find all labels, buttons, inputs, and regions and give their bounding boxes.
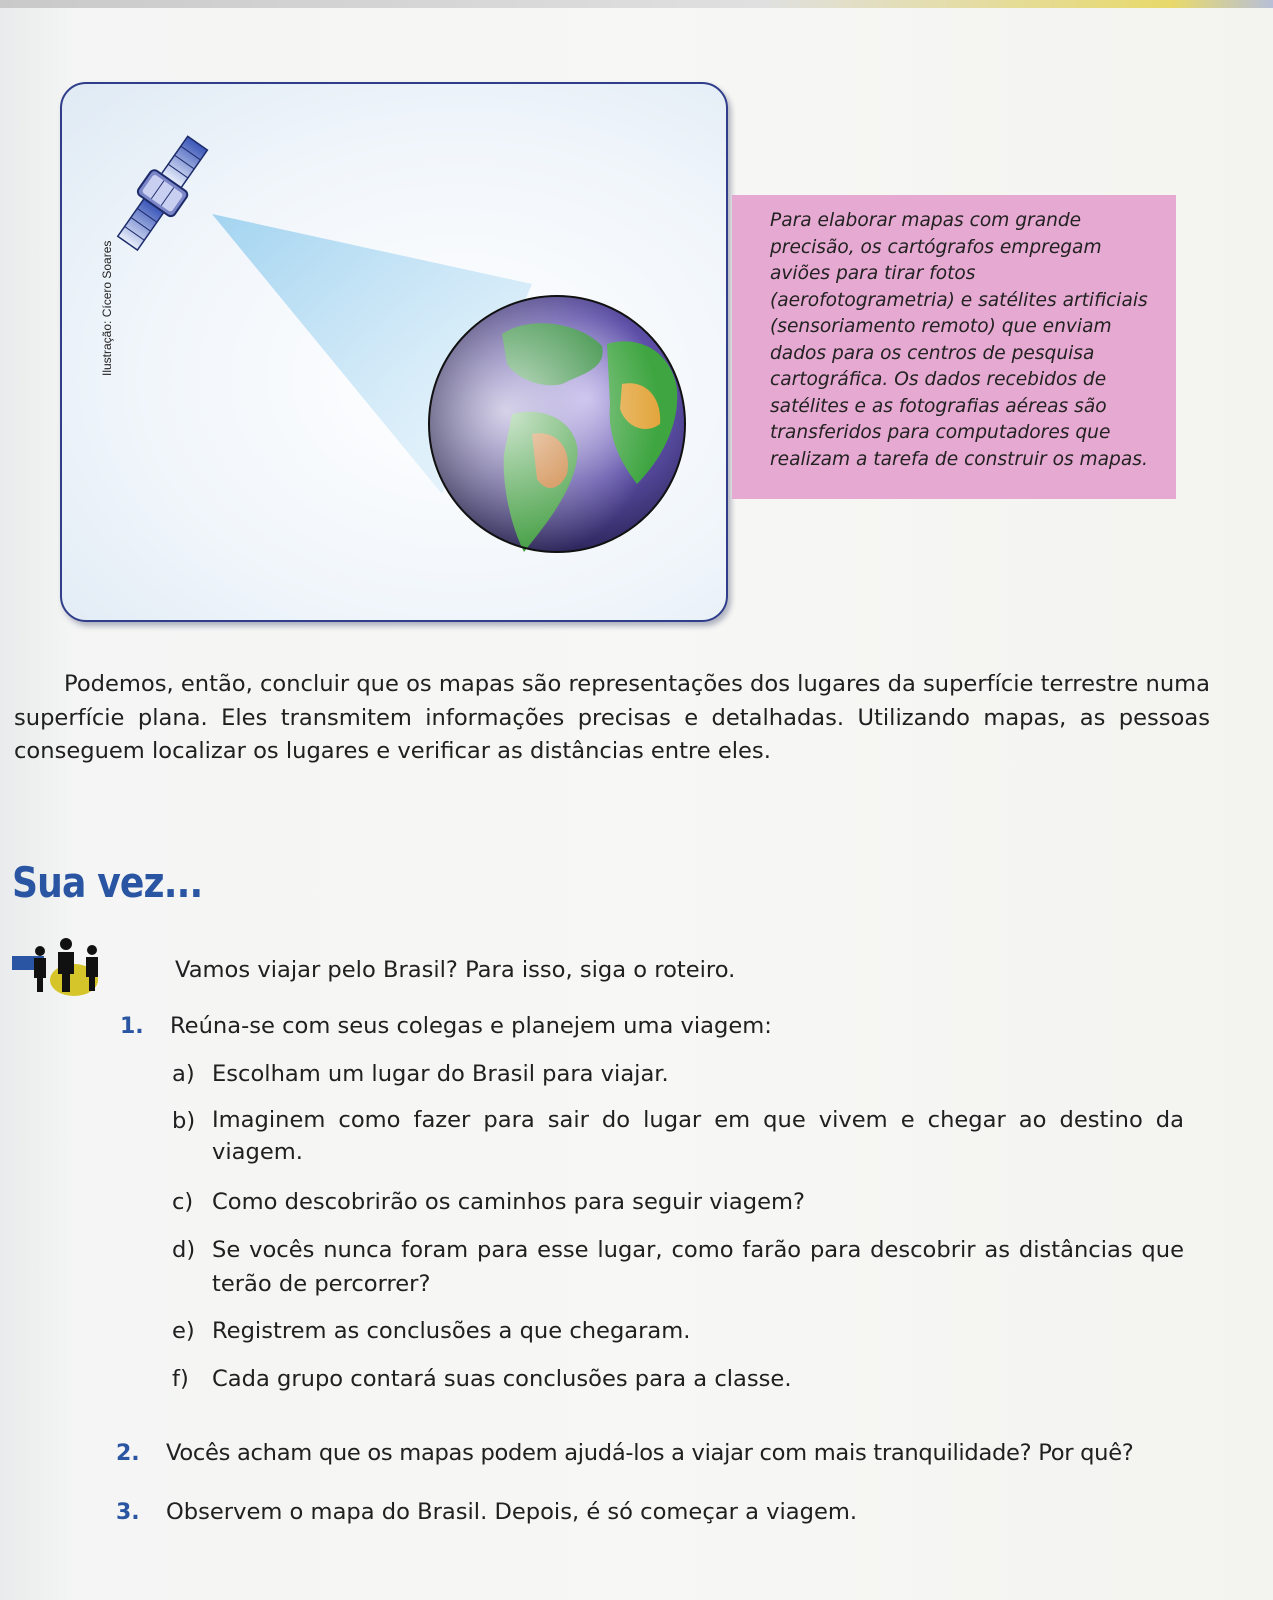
item-text: Imaginem como fazer para sair do lugar em que vivem e chegar ao destino da viagem. [212,1107,1184,1165]
satellite-icon [110,131,216,256]
list-item-f [172,1362,1182,1396]
question-text: Reúna-se com seus colegas e planejem uma viagem: [170,1013,772,1039]
item-text: Cada grupo contará suas conclusões para a classe. [212,1366,792,1392]
page-top-edge [0,0,1273,8]
item-text: Registrem as conclusões a que chegaram. [212,1318,691,1344]
activity-intro: Vamos viajar pelo Brasil? Para isso, siga o roteiro. [175,957,736,983]
body-paragraph: Podemos, então, concluir que os mapas são representações dos lugares da superfície terrestre numa superfície plana. Eles transmitem informações precisas e detalhadas. Utilizando mapas, as pessoas conseguem localizar os lugares e verificar as distâncias entre eles. [14,671,1210,764]
question-1 [120,1010,1220,1044]
question-text: Observem o mapa do Brasil. Depois, é só começar a viagem. [166,1499,858,1525]
satellite-earth-illustration [62,84,728,622]
item-letter: b) [172,1108,196,1134]
question-number: 2. [116,1441,140,1466]
question-2 [116,1437,1266,1471]
illustration-panel [60,82,728,622]
earth-globe [429,296,685,552]
item-text: Como descobrirão os caminhos para seguir viagem? [212,1189,805,1215]
item-text: Se vocês nunca foram para esse lugar, como farão para descobrir as distâncias que terão de percorrer? [212,1237,1184,1297]
item-text: Escolham um lugar do Brasil para viajar. [212,1061,669,1087]
item-letter: f) [172,1366,189,1392]
list-item-d [172,1233,1184,1301]
list-item-a [172,1057,1182,1091]
item-letter: e) [172,1318,195,1344]
item-letter: c) [172,1189,194,1215]
question-number: 1. [120,1014,144,1039]
section-title: Sua vez... [12,858,203,907]
caption-box [732,195,1176,499]
illustration-credit: Ilustração: Cícero Soares [100,240,114,376]
list-item-b [172,1104,1184,1172]
list-item-c [172,1185,1182,1219]
group-activity-icon [12,936,104,996]
item-letter: a) [172,1061,195,1087]
question-text: Vocês acham que os mapas podem ajudá-los a viajar com mais tranquilidade? Por quê? [166,1440,1134,1466]
caption-text: Para elaborar mapas com grande precisão, os cartógrafos empregam aviões para tirar fotos (aerofotogrametria) e satélites artificiais (sensoriamento remoto) que enviam dados para os centros de pesquisa cartográfica. Os dados recebidos de satélites e as fotografias aéreas são transferidos para computadores que realizam a tarefa de construir os mapas. [770,210,1148,470]
question-number: 3. [116,1500,140,1525]
list-item-e [172,1314,1182,1348]
item-letter: d) [172,1237,196,1263]
question-3 [116,1496,1216,1530]
